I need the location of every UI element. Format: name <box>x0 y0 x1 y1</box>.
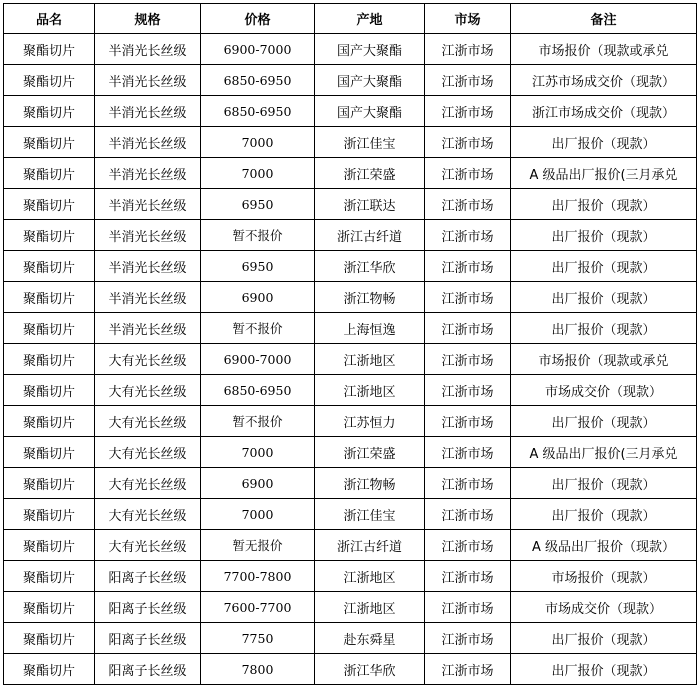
header-product-name: 品名 <box>4 4 95 34</box>
cell-price: 7700-7800 <box>201 561 315 592</box>
cell-price: 6900-7000 <box>201 34 315 65</box>
cell-price: 7600-7700 <box>201 592 315 623</box>
cell-remarks: 出厂报价（现款） <box>511 251 697 282</box>
cell-market: 江浙市场 <box>425 220 511 251</box>
cell-spec: 半消光长丝级 <box>95 282 201 313</box>
cell-price: 7000 <box>201 127 315 158</box>
cell-remarks: 市场报价（现款） <box>511 561 697 592</box>
table-body <box>4 34 697 685</box>
cell-remarks: 浙江市场成交价（现款） <box>511 96 697 127</box>
cell-remarks: 江苏市场成交价（现款） <box>511 65 697 96</box>
cell-market: 江浙市场 <box>425 344 511 375</box>
cell-spec: 半消光长丝级 <box>95 251 201 282</box>
cell-remarks: A 级品出厂报价(三月承兑 <box>511 437 697 468</box>
cell-price: 6900 <box>201 282 315 313</box>
cell-price: 6900 <box>201 468 315 499</box>
table-row <box>4 592 697 623</box>
cell-spec: 半消光长丝级 <box>95 65 201 96</box>
cell-product-name: 聚酯切片 <box>4 189 95 220</box>
cell-remarks: 市场成交价（现款） <box>511 375 697 406</box>
cell-remarks: 出厂报价（现款） <box>511 623 697 654</box>
cell-spec: 半消光长丝级 <box>95 96 201 127</box>
table-row <box>4 468 697 499</box>
cell-remarks: 市场成交价（现款） <box>511 592 697 623</box>
cell-origin: 上海恒逸 <box>315 313 425 344</box>
cell-market: 江浙市场 <box>425 189 511 220</box>
cell-spec: 大有光长丝级 <box>95 468 201 499</box>
cell-origin: 国产大聚酯 <box>315 96 425 127</box>
cell-price: 6950 <box>201 251 315 282</box>
cell-price: 7000 <box>201 158 315 189</box>
cell-spec: 半消光长丝级 <box>95 313 201 344</box>
cell-spec: 大有光长丝级 <box>95 406 201 437</box>
cell-product-name: 聚酯切片 <box>4 623 95 654</box>
cell-spec: 大有光长丝级 <box>95 344 201 375</box>
cell-market: 江浙市场 <box>425 530 511 561</box>
cell-spec: 大有光长丝级 <box>95 437 201 468</box>
table-row <box>4 96 697 127</box>
cell-price: 6850-6950 <box>201 65 315 96</box>
cell-remarks: 出厂报价（现款） <box>511 468 697 499</box>
cell-origin: 浙江古纤道 <box>315 220 425 251</box>
cell-origin: 江浙地区 <box>315 375 425 406</box>
cell-market: 江浙市场 <box>425 313 511 344</box>
cell-price: 6850-6950 <box>201 96 315 127</box>
cell-remarks: 出厂报价（现款） <box>511 282 697 313</box>
cell-product-name: 聚酯切片 <box>4 654 95 685</box>
cell-origin: 浙江荣盛 <box>315 158 425 189</box>
table-row <box>4 561 697 592</box>
table-row <box>4 623 697 654</box>
cell-price: 6850-6950 <box>201 375 315 406</box>
cell-origin: 江苏恒力 <box>315 406 425 437</box>
table-row <box>4 499 697 530</box>
table-row <box>4 65 697 96</box>
cell-spec: 半消光长丝级 <box>95 189 201 220</box>
cell-spec: 阳离子长丝级 <box>95 654 201 685</box>
cell-remarks: 出厂报价（现款） <box>511 406 697 437</box>
cell-product-name: 聚酯切片 <box>4 375 95 406</box>
cell-remarks: 出厂报价（现款） <box>511 220 697 251</box>
cell-market: 江浙市场 <box>425 251 511 282</box>
cell-market: 江浙市场 <box>425 158 511 189</box>
cell-origin: 江浙地区 <box>315 592 425 623</box>
header-price: 价格 <box>201 4 315 34</box>
table-row <box>4 654 697 685</box>
cell-price: 7000 <box>201 437 315 468</box>
cell-remarks: 出厂报价（现款） <box>511 189 697 220</box>
cell-origin: 浙江佳宝 <box>315 499 425 530</box>
cell-origin: 浙江物畅 <box>315 468 425 499</box>
cell-market: 江浙市场 <box>425 561 511 592</box>
cell-market: 江浙市场 <box>425 623 511 654</box>
cell-market: 江浙市场 <box>425 127 511 158</box>
table-row <box>4 406 697 437</box>
cell-product-name: 聚酯切片 <box>4 34 95 65</box>
cell-product-name: 聚酯切片 <box>4 561 95 592</box>
header-spec: 规格 <box>95 4 201 34</box>
cell-spec: 大有光长丝级 <box>95 530 201 561</box>
cell-origin: 浙江联达 <box>315 189 425 220</box>
table-row <box>4 158 697 189</box>
table-row <box>4 437 697 468</box>
cell-origin: 江浙地区 <box>315 561 425 592</box>
cell-product-name: 聚酯切片 <box>4 313 95 344</box>
cell-product-name: 聚酯切片 <box>4 499 95 530</box>
cell-remarks: A 级品出厂报价(三月承兑 <box>511 158 697 189</box>
cell-price: 6900-7000 <box>201 344 315 375</box>
cell-market: 江浙市场 <box>425 592 511 623</box>
cell-price: 暂不报价 <box>201 313 315 344</box>
cell-product-name: 聚酯切片 <box>4 344 95 375</box>
cell-product-name: 聚酯切片 <box>4 406 95 437</box>
cell-product-name: 聚酯切片 <box>4 468 95 499</box>
cell-spec: 半消光长丝级 <box>95 127 201 158</box>
cell-spec: 半消光长丝级 <box>95 34 201 65</box>
table-row <box>4 344 697 375</box>
cell-price: 7000 <box>201 499 315 530</box>
cell-origin: 国产大聚酯 <box>315 34 425 65</box>
header-market: 市场 <box>425 4 511 34</box>
cell-spec: 大有光长丝级 <box>95 499 201 530</box>
cell-spec: 半消光长丝级 <box>95 220 201 251</box>
cell-origin: 国产大聚酯 <box>315 65 425 96</box>
cell-market: 江浙市场 <box>425 375 511 406</box>
table-row <box>4 189 697 220</box>
cell-market: 江浙市场 <box>425 437 511 468</box>
cell-remarks: 出厂报价（现款） <box>511 127 697 158</box>
cell-price: 暂无报价 <box>201 530 315 561</box>
cell-origin: 浙江华欣 <box>315 654 425 685</box>
cell-market: 江浙市场 <box>425 654 511 685</box>
cell-remarks: 市场报价（现款或承兑 <box>511 344 697 375</box>
cell-product-name: 聚酯切片 <box>4 220 95 251</box>
cell-product-name: 聚酯切片 <box>4 592 95 623</box>
cell-spec: 阳离子长丝级 <box>95 592 201 623</box>
table-row <box>4 375 697 406</box>
cell-price: 6950 <box>201 189 315 220</box>
cell-origin: 浙江华欣 <box>315 251 425 282</box>
cell-remarks: 出厂报价（现款） <box>511 313 697 344</box>
cell-price: 暂不报价 <box>201 406 315 437</box>
cell-origin: 浙江古纤道 <box>315 530 425 561</box>
cell-product-name: 聚酯切片 <box>4 282 95 313</box>
cell-remarks: 市场报价（现款或承兑 <box>511 34 697 65</box>
cell-spec: 半消光长丝级 <box>95 158 201 189</box>
table-row <box>4 220 697 251</box>
cell-market: 江浙市场 <box>425 282 511 313</box>
cell-price: 暂不报价 <box>201 220 315 251</box>
cell-spec: 阳离子长丝级 <box>95 561 201 592</box>
cell-price: 7800 <box>201 654 315 685</box>
cell-spec: 阳离子长丝级 <box>95 623 201 654</box>
cell-market: 江浙市场 <box>425 499 511 530</box>
table-row <box>4 127 697 158</box>
cell-origin: 浙江物畅 <box>315 282 425 313</box>
cell-product-name: 聚酯切片 <box>4 437 95 468</box>
table-row <box>4 282 697 313</box>
cell-origin: 浙江荣盛 <box>315 437 425 468</box>
cell-product-name: 聚酯切片 <box>4 251 95 282</box>
cell-market: 江浙市场 <box>425 468 511 499</box>
cell-origin: 赴东舜星 <box>315 623 425 654</box>
cell-product-name: 聚酯切片 <box>4 65 95 96</box>
cell-remarks: 出厂报价（现款） <box>511 654 697 685</box>
cell-product-name: 聚酯切片 <box>4 96 95 127</box>
header-row <box>4 4 697 34</box>
cell-spec: 大有光长丝级 <box>95 375 201 406</box>
header-remarks: 备注 <box>511 4 697 34</box>
cell-origin: 浙江佳宝 <box>315 127 425 158</box>
table-row <box>4 530 697 561</box>
cell-market: 江浙市场 <box>425 65 511 96</box>
table-row <box>4 313 697 344</box>
header-origin: 产地 <box>315 4 425 34</box>
cell-product-name: 聚酯切片 <box>4 158 95 189</box>
table-row <box>4 34 697 65</box>
table-row <box>4 251 697 282</box>
cell-market: 江浙市场 <box>425 34 511 65</box>
cell-product-name: 聚酯切片 <box>4 530 95 561</box>
cell-market: 江浙市场 <box>425 406 511 437</box>
cell-product-name: 聚酯切片 <box>4 127 95 158</box>
price-table <box>3 3 697 685</box>
cell-remarks: 出厂报价（现款） <box>511 499 697 530</box>
cell-origin: 江浙地区 <box>315 344 425 375</box>
cell-price: 7750 <box>201 623 315 654</box>
cell-market: 江浙市场 <box>425 96 511 127</box>
cell-remarks: A 级品出厂报价（现款） <box>511 530 697 561</box>
